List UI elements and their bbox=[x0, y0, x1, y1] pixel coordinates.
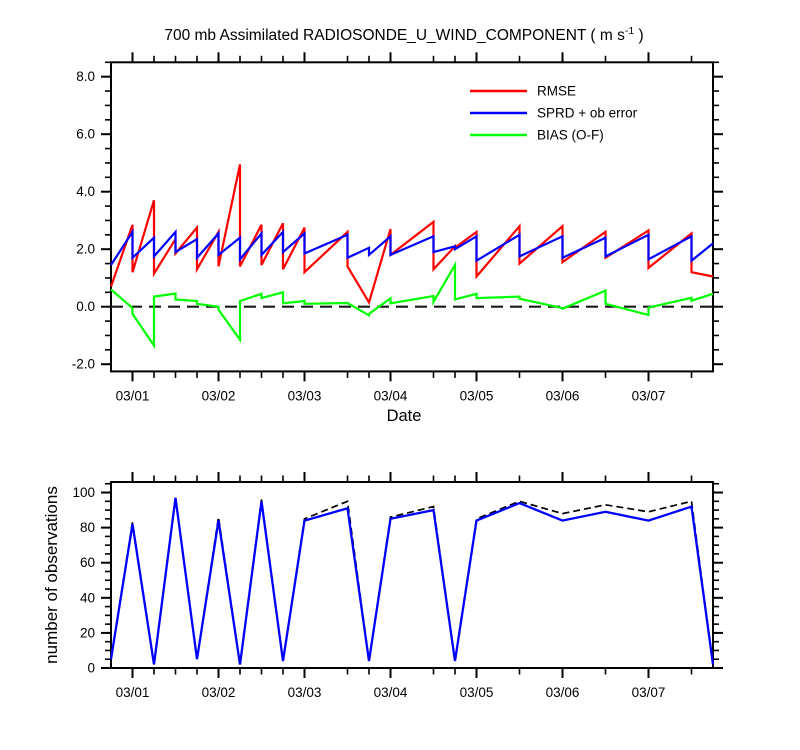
bottom-panel-ytick-label: 60 bbox=[79, 555, 95, 571]
bottom-panel-ytick-label: 20 bbox=[79, 625, 95, 641]
top-panel-xtick-label: 03/01 bbox=[115, 388, 150, 404]
chart-title-text: 700 mb Assimilated RADIOSONDE_U_WIND_COMPONENT ( m $s^{-1}$ ) bbox=[164, 25, 644, 44]
bottom-panel-xtick-label: 03/03 bbox=[287, 685, 322, 700]
bottom-panel-xtick-label: 03/06 bbox=[545, 685, 580, 700]
bottom-panel-xtick-label: 03/02 bbox=[201, 685, 236, 700]
bottom-panel-xtick-label: 03/07 bbox=[631, 685, 666, 700]
bottom-yaxis-title: number of observations bbox=[42, 486, 61, 664]
top-panel-ytick-label: 4.0 bbox=[76, 184, 95, 200]
top-panel-xtick-label: 03/05 bbox=[459, 388, 494, 404]
bottom-panel-xtick-label: 03/01 bbox=[115, 685, 150, 700]
top-panel-ytick-label: 8.0 bbox=[76, 69, 95, 85]
bottom-panel-ytick-label: 100 bbox=[72, 485, 95, 501]
top-panel-ytick-label: -2.0 bbox=[71, 356, 95, 372]
top-panel-xtick-label: 03/04 bbox=[373, 388, 408, 404]
top-panel-ytick-label: 0.0 bbox=[76, 299, 95, 315]
top-panel-ytick-label: 6.0 bbox=[76, 126, 95, 142]
legend-label: BIAS (O-F) bbox=[537, 127, 604, 143]
bottom-panel-ytick-label: 40 bbox=[79, 590, 95, 606]
top-panel-ytick-label: 2.0 bbox=[76, 241, 95, 257]
bottom-panel-xtick-label: 03/04 bbox=[373, 685, 408, 700]
top-panel-xtick-label: 03/03 bbox=[287, 388, 322, 404]
legend-label: RMSE bbox=[537, 83, 577, 99]
top-panel-xtick-label: 03/07 bbox=[631, 388, 666, 404]
top-xaxis-title: Date bbox=[386, 407, 422, 425]
legend-label: SPRD + ob error bbox=[537, 105, 638, 121]
bottom-panel-ytick-label: 80 bbox=[79, 520, 95, 536]
top-panel-xtick-label: 03/02 bbox=[201, 388, 236, 404]
bottom-panel-ytick-label: 0 bbox=[87, 660, 95, 676]
top-panel-xtick-label: 03/06 bbox=[545, 388, 580, 404]
bottom-panel-xtick-label: 03/05 bbox=[459, 685, 494, 700]
chart-title bbox=[164, 25, 643, 44]
